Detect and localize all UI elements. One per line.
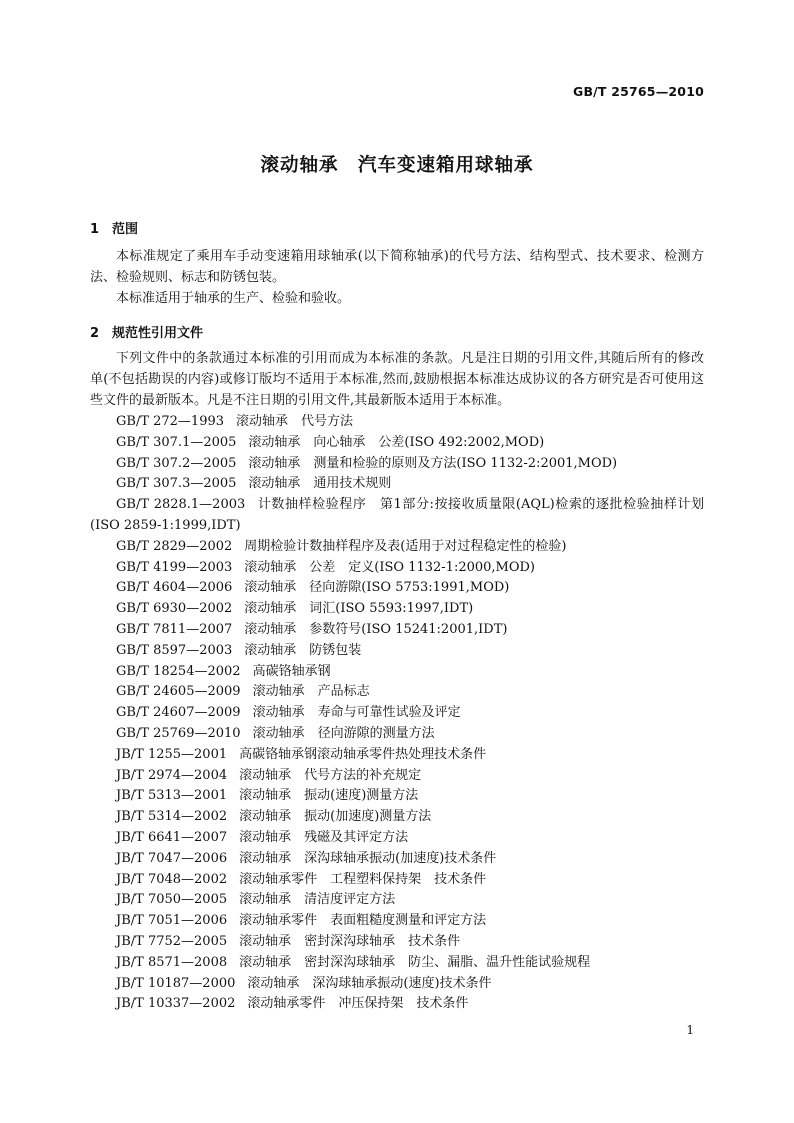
- reference-item: [90, 724, 704, 745]
- reference-title: 高碳铬轴承钢: [252, 663, 331, 679]
- reference-item: [90, 662, 704, 683]
- reference-item: [90, 974, 704, 995]
- reference-title: 滚动轴承 词汇(ISO 5593:1997,IDT): [244, 601, 474, 617]
- reference-code: GB/T 272—1993: [116, 414, 225, 429]
- reference-title: 滚动轴承零件 表面粗糙度测量和评定方法: [239, 913, 487, 929]
- reference-item: [90, 578, 704, 599]
- reference-code: GB/T 307.3—2005: [116, 476, 237, 492]
- reference-item: [90, 911, 704, 932]
- reference-item: [90, 807, 704, 828]
- page-number: 1: [686, 1023, 694, 1037]
- reference-code: JB/T 7048—2002: [116, 871, 228, 887]
- reference-code: GB/T 4604—2006: [116, 580, 233, 596]
- standard-code: GB/T 25765—2010: [572, 84, 704, 99]
- reference-title: 滚动轴承零件 冲压保持架 技术条件: [247, 996, 469, 1012]
- reference-code: JB/T 7047—2006: [116, 850, 228, 866]
- reference-title: 高碳铬轴承钢滚动轴承零件热处理技术条件: [239, 746, 487, 762]
- reference-item: [90, 474, 704, 495]
- reference-code: JB/T 7752—2005: [116, 933, 228, 949]
- reference-item: [90, 786, 704, 807]
- reference-item: [90, 870, 704, 891]
- reference-title: 滚动轴承 密封深沟球轴承 技术条件: [239, 933, 461, 949]
- reference-title: 滚动轴承 振动(加速度)测量方法: [239, 809, 432, 825]
- reference-title: 周期检验计数抽样程序及表(适用于对过程稳定性的检验): [244, 538, 567, 554]
- reference-title: 滚动轴承零件 工程塑料保持架 技术条件: [239, 871, 487, 887]
- reference-item: [90, 558, 704, 579]
- reference-title: 计数抽样检验程序 第1部分:按接收质量限(AQL)检索的逐批检验抽样计划(ISO 2859-1:1999,IDT): [90, 497, 704, 533]
- scope-paragraph-2: 本标准适用于轴承的生产、检验和验收。: [116, 291, 351, 306]
- reference-code: JB/T 1255—2001: [116, 746, 228, 762]
- reference-code: JB/T 7050—2005: [116, 892, 228, 908]
- reference-item: [90, 433, 704, 454]
- reference-title: 滚动轴承 深沟球轴承振动(速度)技术条件: [247, 975, 492, 991]
- reference-code: GB/T 6930—2002: [116, 601, 233, 617]
- reference-code: JB/T 6641—2007: [116, 829, 228, 845]
- reference-title: 滚动轴承 径向游隙(ISO 5753:1991,MOD): [244, 580, 510, 596]
- reference-item: [90, 849, 704, 870]
- reference-item: [90, 994, 704, 1015]
- normative-refs-intro: 下列文件中的条款通过本标准的引用而成为本标准的条款。凡是注日期的引用文件,其随后所有的修改单(不包括勘误的内容)或修订版均不适用于本标准,然而,鼓励根据本标准达成协议的各方研究是否可使用这些文件的最新版本。凡是不注日期的引用文件,其最新版本适用于本标准。: [90, 351, 704, 408]
- reference-item: [90, 495, 704, 537]
- reference-item: [90, 766, 704, 787]
- reference-code: GB/T 8597—2003: [116, 642, 233, 658]
- reference-title: 滚动轴承 残磁及其评定方法: [239, 829, 409, 845]
- reference-title: 滚动轴承 深沟球轴承振动(加速度)技术条件: [239, 850, 497, 866]
- reference-code: GB/T 24605—2009: [116, 684, 241, 700]
- reference-item: [90, 745, 704, 766]
- reference-title: 滚动轴承 径向游隙的测量方法: [252, 725, 435, 741]
- reference-title: 滚动轴承 代号方法的补充规定: [239, 767, 422, 783]
- reference-item: [90, 703, 704, 724]
- reference-title: 滚动轴承 向心轴承 公差(ISO 492:2002,MOD): [248, 434, 545, 450]
- reference-code: GB/T 7811—2007: [116, 621, 233, 637]
- section-heading-normative-refs: 2 规范性引用文件: [90, 326, 204, 341]
- reference-title: 滚动轴承 参数符号(ISO 15241:2001,IDT): [244, 621, 508, 637]
- section-heading-scope: 1 范围: [90, 222, 139, 237]
- reference-item: [90, 682, 704, 703]
- reference-item: [90, 890, 704, 911]
- reference-item: [90, 828, 704, 849]
- reference-title: 滚动轴承 测量和检验的原则及方法(ISO 1132-2:2001,MOD): [248, 455, 618, 471]
- reference-code: GB/T 2828.1—2003: [116, 497, 246, 513]
- reference-item: [90, 412, 704, 433]
- reference-code: JB/T 5314—2002: [116, 809, 228, 825]
- reference-code: JB/T 2974—2004: [116, 767, 228, 783]
- reference-item: [90, 620, 704, 641]
- reference-code: GB/T 307.2—2005: [116, 455, 237, 471]
- reference-title: 滚动轴承 代号方法: [236, 414, 354, 429]
- reference-code: GB/T 4199—2003: [116, 559, 233, 575]
- reference-title: 滚动轴承 公差 定义(ISO 1132-1:2000,MOD): [244, 559, 536, 575]
- reference-item: [90, 537, 704, 558]
- reference-title: 滚动轴承 防锈包装: [244, 642, 362, 658]
- reference-title: 滚动轴承 振动(速度)测量方法: [239, 788, 419, 804]
- reference-code: JB/T 8571—2008: [116, 954, 228, 970]
- reference-title: 滚动轴承 清洁度评定方法: [239, 892, 396, 908]
- reference-code: GB/T 25769—2010: [116, 725, 241, 741]
- reference-list: [90, 412, 704, 1015]
- reference-item: [90, 454, 704, 475]
- reference-title: 滚动轴承 产品标志: [252, 684, 370, 700]
- reference-code: JB/T 7051—2006: [116, 913, 228, 929]
- reference-title: 滚动轴承 通用技术规则: [248, 476, 392, 492]
- reference-code: JB/T 10187—2000: [116, 975, 236, 991]
- reference-code: GB/T 18254—2002: [116, 663, 241, 679]
- reference-title: 滚动轴承 密封深沟球轴承 防尘、漏脂、温升性能试验规程: [239, 954, 591, 970]
- reference-code: JB/T 5313—2001: [116, 788, 228, 804]
- reference-item: [90, 953, 704, 974]
- reference-code: JB/T 10337—2002: [116, 996, 236, 1012]
- reference-item: [90, 599, 704, 620]
- reference-code: GB/T 307.1—2005: [116, 434, 237, 450]
- scope-paragraph-1: 本标准规定了乘用车手动变速箱用球轴承(以下简称轴承)的代号方法、结构型式、技术要求、检测方法、检验规则、标志和防锈包装。: [90, 249, 704, 285]
- reference-title: 滚动轴承 寿命与可靠性试验及评定: [252, 705, 461, 721]
- reference-code: GB/T 2829—2002: [116, 538, 233, 554]
- document-title: 滚动轴承 汽车变速箱用球轴承: [260, 155, 534, 176]
- reference-code: GB/T 24607—2009: [116, 705, 241, 721]
- reference-item: [90, 641, 704, 662]
- reference-item: [90, 932, 704, 953]
